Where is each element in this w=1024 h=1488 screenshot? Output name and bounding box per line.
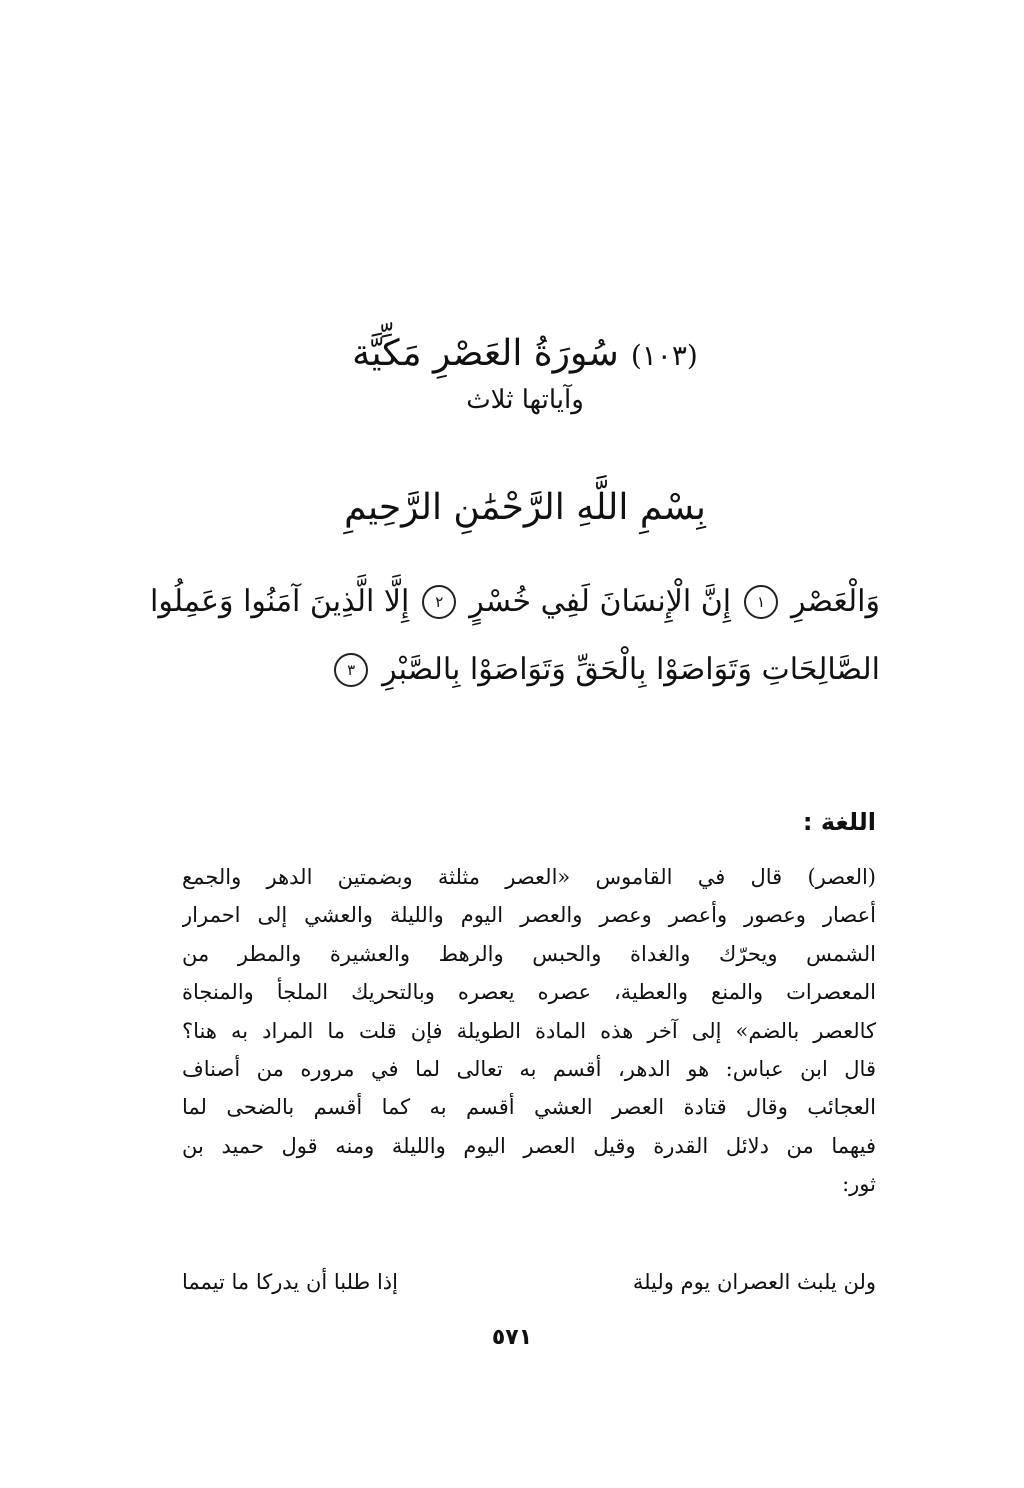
text-line: المعصرات والمنع والعطية، عصره يعصره وبالتحريك الملجأ والمنجاة [182,980,876,1005]
verse-segment: إِلَّا الَّذِينَ آمَنُوا وَعَمِلُوا [150,584,410,619]
text-line: (العصر) قال في القاموس «العصر مثلثة وبضمتين الدهر والجمع [182,865,876,889]
text-line: الشمس ويحرّك والغداة والحبس والرهط والعشيرة والمطر من [182,941,876,966]
poem-verse [182,1263,876,1301]
ayah-marker-2: ٢ [422,585,456,619]
commentary-text [182,858,876,1204]
text-line: العجائب وقال قتادة العصر العشي أقسم به كما أقسم بالضحى لما [182,1095,876,1120]
basmala: بِسْمِ اللَّهِ الرَّحْمَٰنِ الرَّحِيمِ [344,487,706,528]
poem-second-hemistich: إذا طلبا أن يدركا ما تيمما [182,1270,398,1294]
sura-title-line [352,330,698,380]
sura-title: سُورَةُ العَصْرِ مَكِّيَّة [352,333,619,374]
section-title: اللغة : [802,808,876,836]
ayah-marker-1: ١ [744,585,778,619]
text-line: قال ابن عباس: هو الدهر، أقسم به تعالى لما في مروره من أصناف [182,1057,876,1082]
ayah-marker-3: ٣ [334,653,368,687]
verse-segment: إِنَّ الْإِنسَانَ لَفِي خُسْرٍ [469,584,732,619]
verse-line-1 [150,575,880,629]
text-line: فيهما من دلائل القدرة وقيل العصر اليوم والليلة ومنه قول حميد بن [182,1133,876,1158]
sura-number: (١٠٣) [630,339,698,372]
sura-header [352,330,698,418]
verse-line-2 [150,643,880,697]
text-line: ثور: [842,1172,876,1197]
text-line: كالعصر بالضم» إلى آخر هذه المادة الطويلة فإن قلت ما المراد به هنا؟ [182,1018,876,1043]
page-number: ٥٧١ [491,1325,533,1350]
quran-verses [150,575,880,711]
verse-count-line: وآياتها ثلاث [466,385,584,415]
verse-segment: وَالْعَصْرِ [790,584,880,619]
text-line: أعصار وعصور وأعصر وعصر والعصر اليوم والليلة والعشي إلى احمرار [182,903,876,928]
poem-first-hemistich: ولن يلبث العصران يوم وليلة [632,1270,876,1294]
verse-segment: الصَّالِحَاتِ وَتَوَاصَوْا بِالْحَقِّ وَتَوَاصَوْا بِالصَّبْرِ [382,652,880,687]
